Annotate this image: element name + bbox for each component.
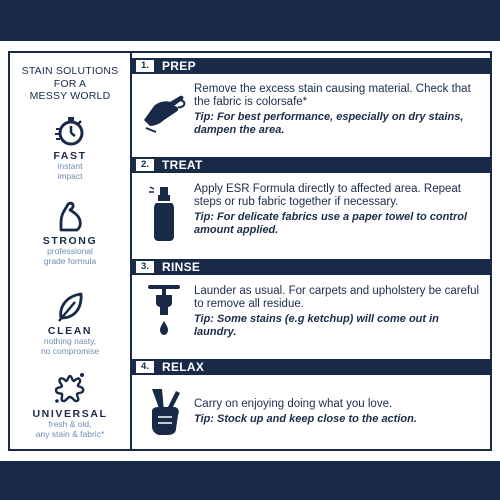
step-text-block: [194, 285, 484, 339]
feature-name: CLEAN: [47, 325, 93, 337]
step-title: TREAT: [162, 158, 203, 172]
splat-icon: [53, 371, 87, 405]
leaf-icon: [55, 290, 85, 322]
step-tip: Tip: For best performance, especially on dry stains, dampen the area.: [194, 111, 464, 136]
step-body-rinse: [132, 275, 490, 353]
step-number: 3.: [136, 261, 154, 273]
step-header-rinse: [132, 259, 490, 275]
feature-desc: professional: [47, 246, 93, 256]
step-title: RELAX: [162, 360, 205, 374]
step-title: PREP: [162, 59, 196, 73]
steps-area: [132, 53, 490, 449]
peace-hand-icon: [140, 385, 188, 437]
step-title: RINSE: [162, 260, 201, 274]
feature-desc: fresh & old,: [48, 419, 92, 429]
infographic-frame: [8, 51, 492, 451]
step-instruction: Remove the excess stain causing material. Check that the fabric is colorsafe*: [194, 83, 471, 108]
wipe-hand-icon: [140, 90, 188, 134]
step-number: 4.: [136, 361, 154, 373]
step-instruction: Carry on enjoying doing what you love.: [194, 398, 393, 410]
feature-name: FAST: [53, 150, 87, 162]
feature-desc: no compromise: [40, 345, 100, 356]
sidebar-title: STAIN SOLUTIONS FOR A MESSY WORLD: [21, 65, 119, 102]
feature-desc: grade formula: [43, 255, 97, 266]
step-body-treat: [132, 173, 490, 253]
step-number: 1.: [136, 60, 154, 72]
feature-desc: any stain & fabric*: [35, 428, 105, 439]
feature-desc: instant: [57, 161, 83, 171]
bottom-band: [0, 461, 500, 500]
step-number: 2.: [136, 159, 154, 171]
feature-strong: [10, 200, 130, 266]
muscle-arm-icon: [55, 200, 85, 232]
step-tip: Tip: Stock up and keep close to the action.: [194, 413, 417, 425]
step-header-prep: [132, 58, 490, 74]
feature-fast: [10, 115, 130, 181]
step-text-block: [194, 398, 484, 426]
features-sidebar: [10, 53, 132, 449]
feature-universal: [10, 371, 130, 439]
step-body-prep: [132, 74, 490, 151]
step-tip: Tip: Some stains (e.g ketchup) will come out in laundry.: [194, 313, 439, 338]
step-body-relax: [132, 375, 490, 447]
feature-desc: nothing nasty,: [43, 336, 97, 346]
feature-desc: impact: [57, 170, 83, 181]
feature-name: UNIVERSAL: [32, 408, 108, 420]
feature-name: STRONG: [42, 235, 98, 247]
step-tip: Tip: For delicate fabrics use a paper towel to control amount applied.: [194, 211, 468, 236]
stopwatch-icon: [55, 115, 85, 147]
step-header-treat: [132, 157, 490, 173]
step-header-relax: [132, 359, 490, 375]
spray-bottle-icon: [140, 183, 188, 241]
feature-clean: [10, 290, 130, 356]
step-text-block: [194, 183, 484, 237]
infographic-panel: [0, 41, 500, 461]
tap-icon: [140, 281, 188, 341]
step-instruction: Launder as usual. For carpets and upholstery be careful to remove all residue.: [194, 285, 480, 310]
step-instruction: Apply ESR Formula directly to affected area. Repeat steps or rub fabric together if necessary.: [194, 183, 461, 208]
step-text-block: [194, 83, 484, 137]
